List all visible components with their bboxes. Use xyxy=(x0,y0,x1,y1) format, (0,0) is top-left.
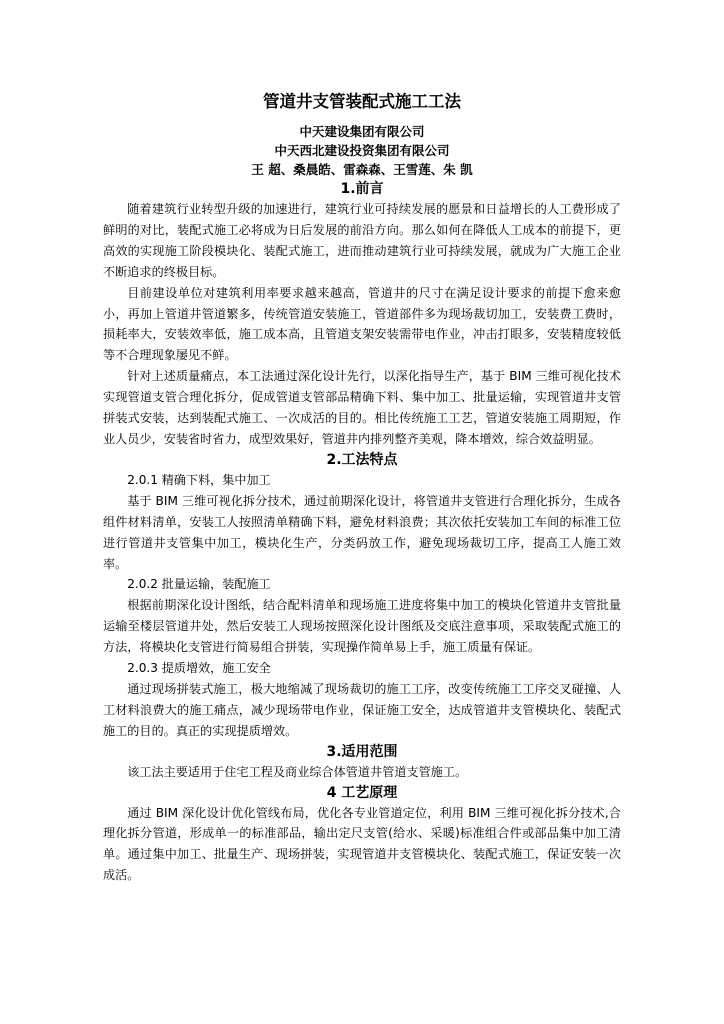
section-1-paragraph-3: 针对上述质量痛点，本工法通过深化设计先行，以深化指导生产，基于 BIM 三维可视化技术实现管道支管合理化拆分，促成管道支管部品精确下料、集中加工、批量运输，实现管道井支管拼装式安装，达到装配式施工、一次成活的目的。相比传统施工工艺，管道安装施工周期短，作业人员少，安装省时省力，成型效果好，管道井内排列整齐美观，降本增效，综合效益明显。 xyxy=(103,369,621,446)
author-list: 王 超、桑晨皓、雷森森、王雪莲、朱 凯 xyxy=(251,162,473,177)
section-3-heading: 3.适用范围 xyxy=(326,743,398,760)
section-2-paragraph-1: 基于 BIM 三维可视化拆分技术，通过前期深化设计，将管道井支管进行合理化拆分，生成各组件材料清单，安装工人按照清单精确下料，避免材料浪费；其次依托安装加工车间的标准工位进行管道井支管集中加工，模块化生产，分类码放工作，避免现场裁切工序，提高工人施工效率。 xyxy=(103,493,621,571)
document-body xyxy=(103,91,621,886)
section-4-paragraph-1: 通过 BIM 深化设计优化管线布局，优化各专业管道定位，利用 BIM 三维可视化拆分技术,合理化拆分管道，形成单一的标准部品，输出定尺支管(给水、采暖)标准组合件或部品集中加工清单。通过集中加工、批量生产、现场拼装，实现管道井支管模块化、装配式施工，保证安装一次成活。 xyxy=(103,805,621,883)
section-3-paragraph-1: 该工法主要适用于住宅工程及商业综合体管道井管道支管施工。 xyxy=(127,764,468,779)
affiliation-1: 中天建设集团有限公司 xyxy=(299,124,425,139)
section-2-paragraph-3: 通过现场拼装式施工，极大地缩减了现场裁切的施工工序，改变传统施工工序交叉碰撞、人工材料浪费大的施工痛点，减少现场带电作业，保证施工安全，达成管道井支管模块化、装配式施工的目的。真正的实现提质增效。 xyxy=(103,681,621,738)
document-title: 管道井支管装配式施工工法 xyxy=(263,92,461,111)
subsection-2-0-3-heading: 2.0.3 提质增效，施工安全 xyxy=(127,661,271,676)
section-2-paragraph-2: 根据前期深化设计图纸，结合配料清单和现场施工进度将集中加工的模块化管道井支管批量运输至楼层管道井处，然后安装工人现场按照深化设计图纸及交底注意事项，采取装配式施工的方法，将模块化支管进行简易组合拼装，实现操作简单易上手，施工质量有保证。 xyxy=(103,598,621,655)
affiliation-2: 中天西北建设投资集团有限公司 xyxy=(274,143,450,158)
section-2-heading: 2.工法特点 xyxy=(326,451,398,468)
subsection-2-0-1-heading: 2.0.1 精确下料，集中加工 xyxy=(127,472,271,487)
section-1-heading: 1.前言 xyxy=(340,181,384,197)
section-1-paragraph-2: 目前建设单位对建筑利用率要求越来越高，管道井的尺寸在满足设计要求的前提下愈来愈小，再加上管道井管道繁多，传统管道安装施工，管道部件多为现场裁切加工，安装费工费时，损耗率大，安装效率低，施工成本高，且管道支架安装需带电作业，冲击打眼多，安装精度较低等不合理现象屡见不鲜。 xyxy=(103,285,621,363)
subsection-2-0-2-heading: 2.0.2 批量运输，装配施工 xyxy=(127,577,271,592)
section-1-paragraph-1: 随着建筑行业转型升级的加速进行，建筑行业可持续发展的愿景和日益增长的人工费形成了鲜明的对比，装配式施工必将成为日后发展的前沿方向。那么如何在降低人工成本的前提下，更高效的实现施工阶段模块化、装配式施工，进而推动建筑行业可持续发展，就成为广大施工企业不断追求的终极目标。 xyxy=(103,202,621,279)
section-4-heading: 4 工艺原理 xyxy=(326,784,398,801)
